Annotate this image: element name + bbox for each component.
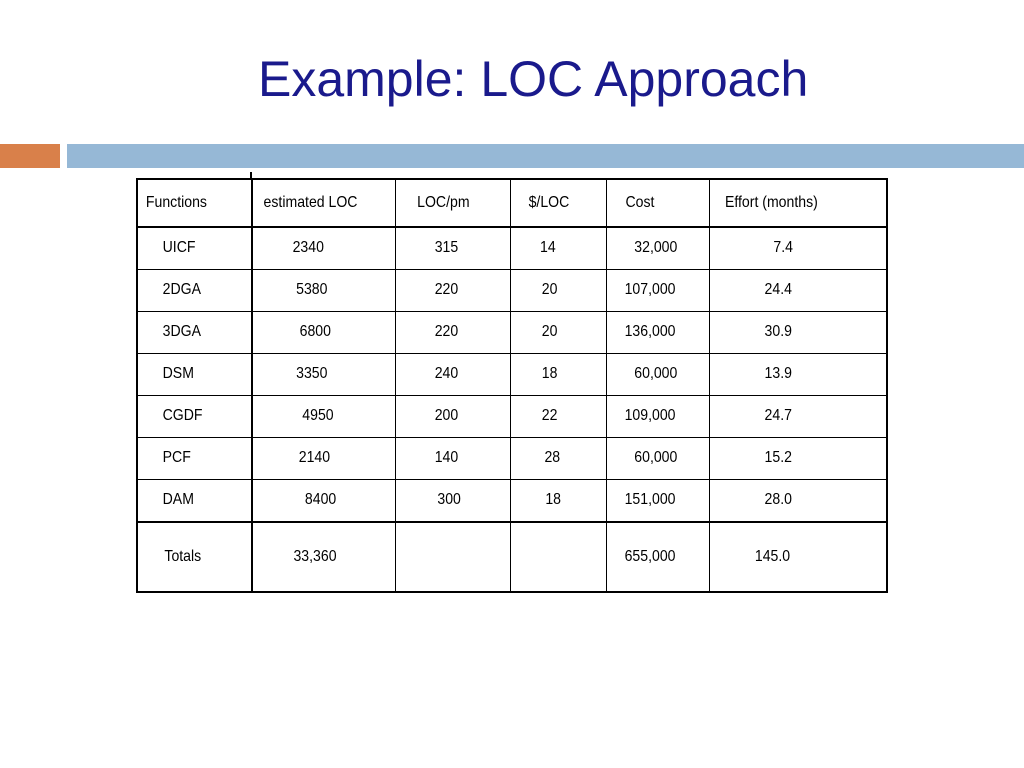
table-cell <box>395 522 510 592</box>
table-cell: 8400 <box>252 479 395 522</box>
table-header-row <box>137 179 887 227</box>
table-cell: 3DGA <box>137 311 252 353</box>
table-row <box>137 353 887 395</box>
table-cell: Totals <box>137 522 252 592</box>
table-cell: 220 <box>395 269 510 311</box>
table-cell: 4950 <box>252 395 395 437</box>
table-cell: 7.4 <box>709 227 887 269</box>
table-cell: 24.4 <box>709 269 887 311</box>
loc-estimation-table <box>136 178 888 593</box>
table-cell: 60,000 <box>606 437 709 479</box>
table-cell: 136,000 <box>606 311 709 353</box>
table-cell: 33,360 <box>252 522 395 592</box>
table-cell: 28 <box>510 437 606 479</box>
header-cell: LOC/pm <box>395 179 510 227</box>
slide-title: Example: LOC Approach <box>258 51 809 107</box>
table-row <box>137 437 887 479</box>
table-cell: 20 <box>510 269 606 311</box>
table-cell: 200 <box>395 395 510 437</box>
table-row <box>137 269 887 311</box>
table-cell: 18 <box>510 479 606 522</box>
table-cell: 6800 <box>252 311 395 353</box>
table-cell <box>510 522 606 592</box>
table-cell: DSM <box>137 353 252 395</box>
table-cell: 28.0 <box>709 479 887 522</box>
header-cell: Functions <box>137 179 252 227</box>
header-cell: estimated LOC <box>252 179 395 227</box>
table-cell: 60,000 <box>606 353 709 395</box>
table-cell: 300 <box>395 479 510 522</box>
table-row <box>137 227 887 269</box>
table-cell: 3350 <box>252 353 395 395</box>
table-cell: 2140 <box>252 437 395 479</box>
header-cell: Cost <box>606 179 709 227</box>
header-cell: $/LOC <box>510 179 606 227</box>
table-cell: UICF <box>137 227 252 269</box>
table-cell: 18 <box>510 353 606 395</box>
table-cell: 30.9 <box>709 311 887 353</box>
header-cell: Effort (months) <box>709 179 887 227</box>
table-cell: 20 <box>510 311 606 353</box>
table-cell: 32,000 <box>606 227 709 269</box>
table-row <box>137 311 887 353</box>
table-row <box>137 395 887 437</box>
table-cell: 22 <box>510 395 606 437</box>
table-row <box>137 479 887 522</box>
table-cell: CGDF <box>137 395 252 437</box>
accent-bar-blue <box>67 144 1024 168</box>
table-cell: 15.2 <box>709 437 887 479</box>
table-cell: 655,000 <box>606 522 709 592</box>
table-cell: DAM <box>137 479 252 522</box>
accent-bar-orange <box>0 144 60 168</box>
table-cell: 5380 <box>252 269 395 311</box>
totals-row <box>137 522 887 592</box>
table-cell: 140 <box>395 437 510 479</box>
table-cell: 24.7 <box>709 395 887 437</box>
table-cell: 2340 <box>252 227 395 269</box>
table-cell: 151,000 <box>606 479 709 522</box>
table-cell: 109,000 <box>606 395 709 437</box>
table-cell: 145.0 <box>754 548 790 565</box>
table-cell: 14 <box>510 227 606 269</box>
table-cell: 107,000 <box>606 269 709 311</box>
table-cell: 13.9 <box>709 353 887 395</box>
table-cell: 220 <box>395 311 510 353</box>
table-cell: 315 <box>395 227 510 269</box>
table-cell: 240 <box>395 353 510 395</box>
table-cell: 2DGA <box>137 269 252 311</box>
table-cell: PCF <box>137 437 252 479</box>
